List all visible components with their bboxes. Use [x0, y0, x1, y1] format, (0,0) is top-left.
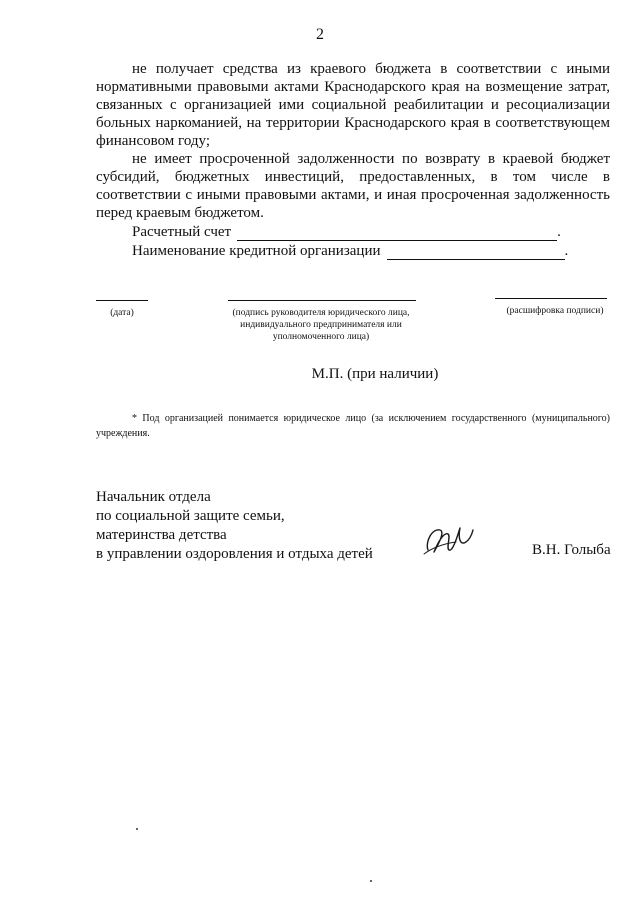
position-line: по социальной защите семьи,: [96, 508, 285, 524]
decryption-caption: (расшифровка подписи): [506, 306, 604, 316]
handwritten-signature: [422, 520, 474, 558]
account-label: Расчетный счет: [132, 224, 232, 240]
date-caption: (дата): [110, 308, 134, 318]
bank-input-line[interactable]: [387, 245, 565, 260]
position-line: в управлении оздоровления и отдыха детей: [96, 546, 373, 562]
signer-position: [96, 488, 373, 564]
account-field: [96, 222, 610, 241]
bank-field: [96, 241, 610, 260]
page-number: 2: [316, 26, 324, 43]
bank-label: Наименование кредитной организации: [132, 243, 381, 259]
paragraph-budget-funds: не получает средства из краевого бюджета в соответствии с иными нормативными правовыми актами Краснодарского края на возмещение затрат, связанных с организацией ими социальной реабилитации и ресоциализации больных наркоманией, на территории Краснодарского края в соответствующем финансовом году;: [96, 61, 610, 149]
position-line: материнства детства: [96, 527, 227, 543]
scan-speck: [370, 880, 372, 882]
signer-name: В.Н. Голыба: [532, 542, 611, 558]
paragraph-no-debt: не имеет просроченной задолженности по возврату в краевой бюджет субсидий, бюджетных инвестиций, предоставленных, в том числе в соответствии с иными правовыми актами, и иная просроченная задолженность перед краевым бюджетом.: [96, 151, 610, 221]
main-text: [96, 60, 610, 260]
position-line: Начальник отдела: [96, 489, 211, 505]
stamp-note: М.П. (при наличии): [311, 366, 439, 382]
signature-line: [228, 300, 416, 301]
decryption-line: [495, 298, 607, 299]
account-input-line[interactable]: [237, 226, 557, 241]
scan-speck: [136, 828, 138, 830]
footnote: * Под организацией понимается юридическое лицо (за исключением государственного (муниципального) учреждения.: [96, 413, 610, 439]
account-end: .: [557, 224, 561, 240]
signature-caption: (подпись руководителя юридического лица, индивидуального предпринимателя или уполномоченного лица): [232, 308, 410, 342]
date-line: [96, 300, 148, 301]
bank-end: .: [564, 243, 569, 259]
